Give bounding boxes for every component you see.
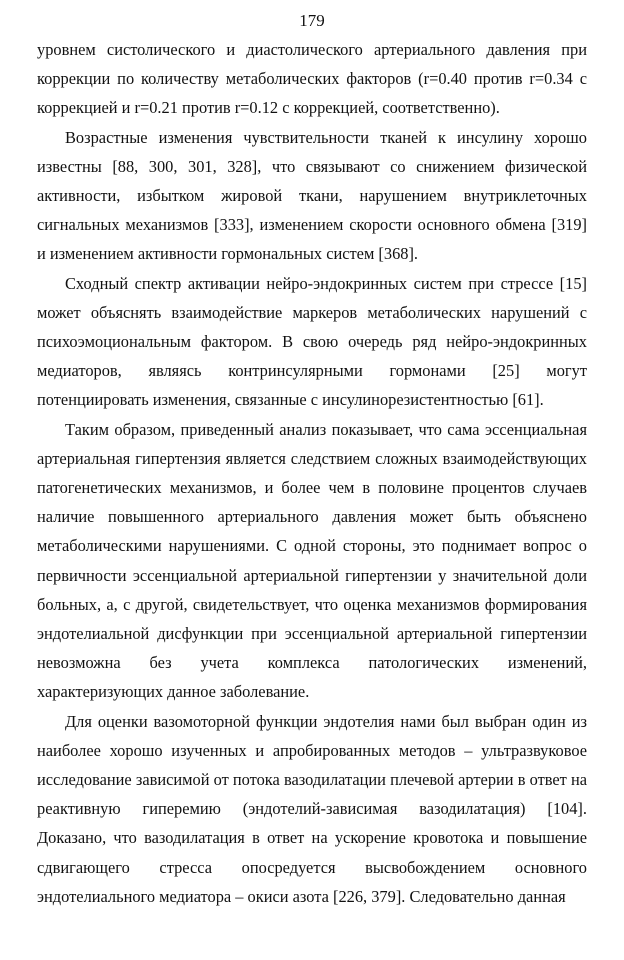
paragraph-vasomotor-function: Для оценки вазомоторной функции эндотелия нами был выбран один из наиболее хорошо изученных и апробированных методов – ультразвуковое исследование зависимой от потока вазодилатации плечевой артерии в ответ на реактивную гиперемию (эндотелий-зависимая вазодилатация) [104]. Доказано, что вазодилатация в ответ на ускорение кровотока и повышение сдвигающего стресса опосредуется высвобождением основного эндотелиального медиатора – окиси азота [226, 379]. Следовательно данная — [37, 711, 587, 906]
body-text — [37, 35, 587, 911]
paragraph-conclusion: Таким образом, приведенный анализ показывает, что сама эссенциальная артериальная гипертензия является следствием сложных взаимодействующих патогенетических механизмов, и более чем в половине процентов случаев наличие повышенного артериального давления может быть объяснено метаболическими нарушениями. С одной стороны, это поднимает вопрос о первичности эссенциальной артериальной гипертензии у значительной доли больных, а, с другой, свидетельствует, что оценка механизмов формирования эндотелиальной дисфункции при эссенциальной артериальной гипертензии невозможна без учета комплекса патологических изменений, характеризующих данное заболевание. — [37, 419, 587, 702]
paragraph-insulin-sensitivity: Возрастные изменения чувствительности тканей к инсулину хорошо известны [88, 300, 301, 328], что связывают со снижением физической активности, избытком жировой ткани, нарушением внутриклеточных сигнальных механизмов [333], изменением скорости основного обмена [319] и изменением активности гормональных систем [368]. — [37, 127, 587, 264]
paragraph-continuation: уровнем систолического и диастолического артериального давления при коррекции по количеству метаболических факторов (r=0.40 против r=0.34 с коррекцией и r=0.21 против r=0.12 с коррекцией, соответственно). — [37, 40, 587, 118]
paragraph-stress-activation: Сходный спектр активации нейро-эндокринных систем при стрессе [15] может объяснять взаимодействие маркеров метаболических нарушений с психоэмоциональным фактором. В свою очередь ряд нейро-эндокринных медиаторов, являясь контринсулярными гормонами [25] могут потенциировать изменения, связанные с инсулинорезистентностью [61]. — [37, 273, 587, 410]
page-number: 179 — [299, 11, 325, 30]
